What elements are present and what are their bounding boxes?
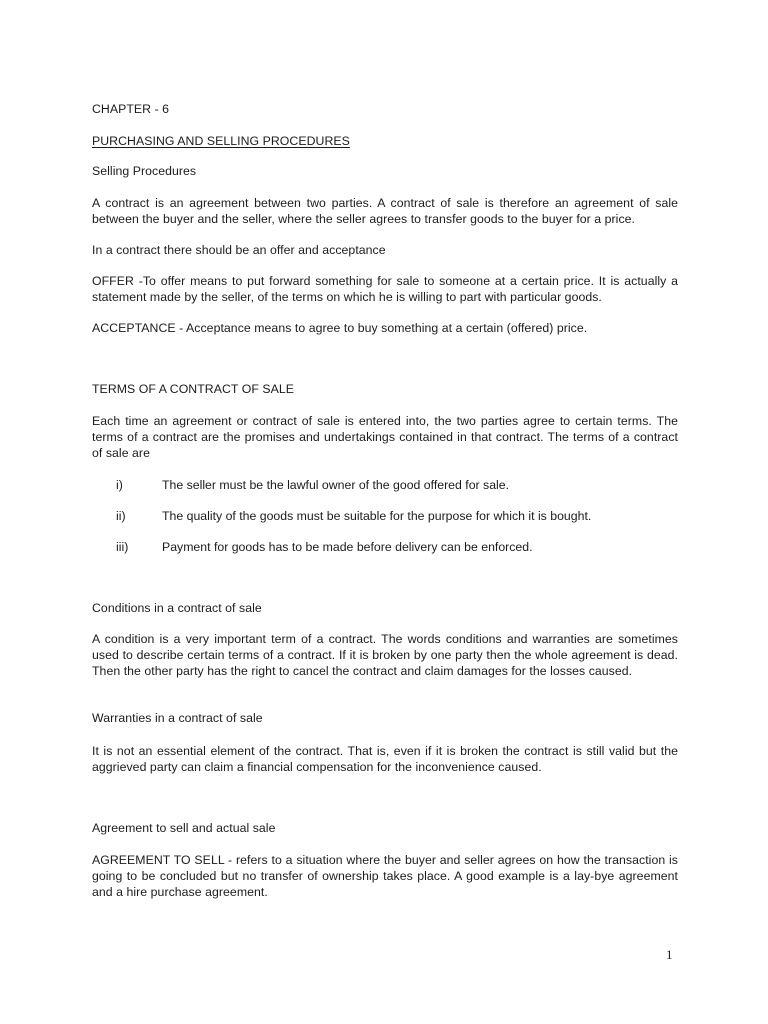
- page-number: 1: [666, 947, 673, 962]
- page-title: PURCHASING AND SELLING PROCEDURES: [92, 134, 350, 148]
- acceptance-paragraph: ACCEPTANCE - Acceptance means to agree to buy something at a certain (offered) price.: [92, 321, 588, 335]
- list-item-number: iii): [116, 540, 129, 554]
- warranties-paragraph: It is not an essential element of the contract. That is, even if it is broken the contract is still valid but the aggrieved party can claim a financial compensation for the inconvenience caused.: [92, 744, 678, 774]
- list-item-text: The seller must be the lawful owner of the good offered for sale.: [162, 478, 510, 492]
- selling-procedures-heading: Selling Procedures: [92, 164, 197, 178]
- list-item-text: Payment for goods has to be made before delivery can be enforced.: [162, 540, 533, 554]
- warranties-heading: Warranties in a contract of sale: [92, 711, 263, 725]
- conditions-paragraph: A condition is a very important term of a contract. The words conditions and warranties are sometimes used to describe certain terms of a contract. If it is broken by one party then the whole agreement is dead. Then the other party has the right to cancel the contract and claim damages for the losses caused.: [92, 632, 678, 678]
- agreement-paragraph: AGREEMENT TO SELL - refers to a situation where the buyer and seller agrees on how the transaction is going to be concluded but no transfer of ownership takes place. A good example is a lay-bye agreement and a hire purchase agreement.: [92, 853, 678, 899]
- offer-paragraph: OFFER -To offer means to put forward something for sale to someone at a certain price. It is actually a statement made by the seller, of the terms on which he is willing to part with particular goods.: [92, 274, 678, 304]
- chapter-label: CHAPTER - 6: [92, 102, 170, 116]
- offer-acceptance-paragraph: In a contract there should be an offer and acceptance: [92, 243, 386, 257]
- terms-heading: TERMS OF A CONTRACT OF SALE: [92, 382, 295, 396]
- list-item-text: The quality of the goods must be suitable for the purpose for which it is bought.: [162, 509, 592, 523]
- agreement-heading: Agreement to sell and actual sale: [92, 821, 276, 835]
- list-item-number: ii): [116, 509, 126, 523]
- contract-paragraph: A contract is an agreement between two parties. A contract of sale is therefore an agreement of sale between the buyer and the seller, where the seller agrees to transfer goods to the buyer for a price.: [92, 196, 678, 226]
- terms-paragraph: Each time an agreement or contract of sale is entered into, the two parties agree to certain terms. The terms of a contract are the promises and undertakings contained in that contract. The terms of a contract of sale are: [92, 414, 678, 460]
- conditions-heading: Conditions in a contract of sale: [92, 601, 262, 615]
- list-item-number: i): [116, 478, 123, 492]
